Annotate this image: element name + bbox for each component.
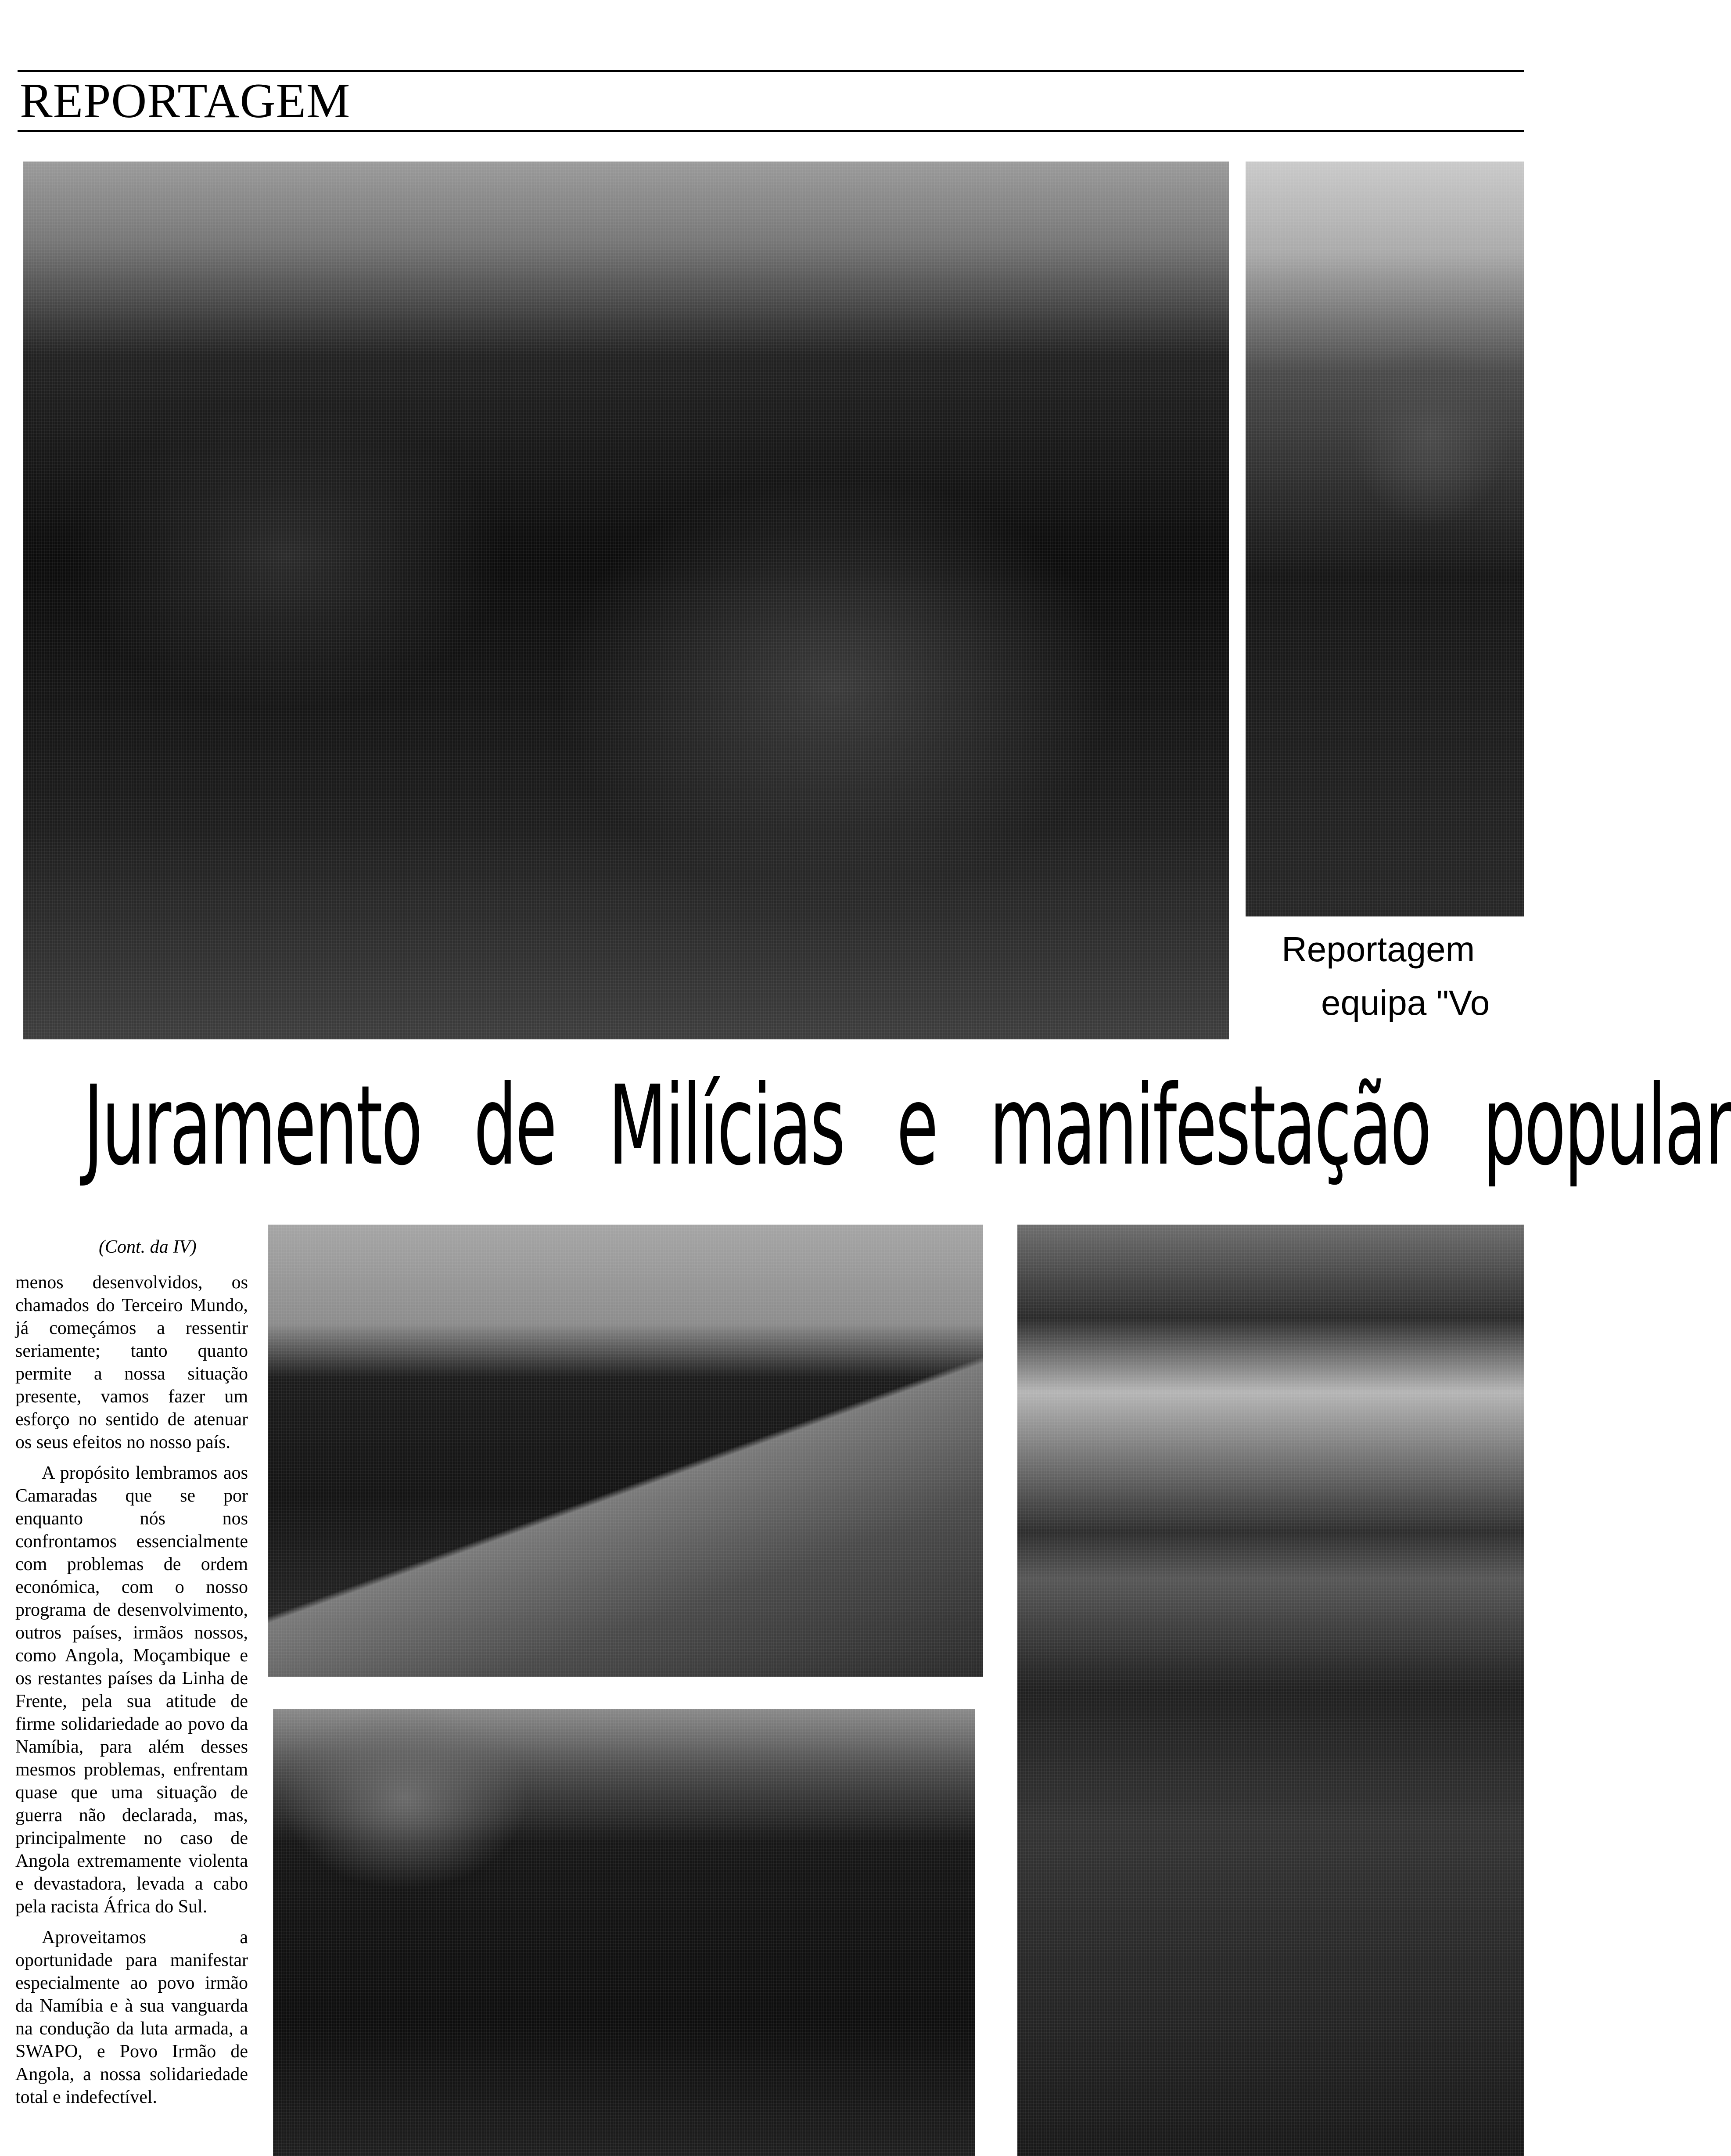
photo-officer-sunglasses [1246, 162, 1524, 916]
photo-caption-line-1: Reportagem [1282, 930, 1475, 969]
photo-caption-line-2: equipa "Vo [1321, 983, 1490, 1022]
header-underline [18, 130, 1524, 132]
headline: Juramento de Milícias e manifestação popular [83, 1062, 1731, 1189]
article-paragraph: menos desenvolvidos, os chamados do Terceiro Mundo, já começámos a ressentir seriamente; tanto quanto permite a nossa situação presente, vamos fazer um esforço no sentido de atenuar os seus efeitos no nosso país. [15, 1272, 248, 1452]
photo-militia-oath [23, 162, 1229, 1039]
photo-parade-march [273, 1709, 975, 2156]
article-body [15, 1271, 248, 2116]
continuation-note: (Cont. da IV) [99, 1237, 197, 1257]
top-rule [18, 70, 1524, 72]
section-header: REPORTAGEM [20, 74, 351, 128]
article-paragraph: A propósito lembramos aos Camaradas que se por enquanto nós nos confrontamos essencialmente com problemas de ordem económica, com o nosso programa de desenvolvimento, outros países, irmãos nossos, como Angola, Moçambique e os restantes países da Linha de Frente, pela sua atitude de firme solidariedade ao povo da Namíbia, para além desses mesmos problemas, enfrentam quase que uma situação de guerra não declarada, mas, principalmente no caso de Angola extremamente violenta e devastadora, levada a cabo pela racista África do Sul. [15, 1463, 248, 1917]
article-paragraph: Aproveitamos a oportunidade para manifestar especialmente ao povo irmão da Namíbia e à sua vanguarda na condução da luta armada, a SWAPO, e Povo Irmão de Angola, a nossa solidariedade total e indefectível. [15, 1927, 248, 2107]
photo-parade-formation [268, 1225, 983, 1677]
photo-popular-demonstration [1017, 1225, 1524, 2156]
